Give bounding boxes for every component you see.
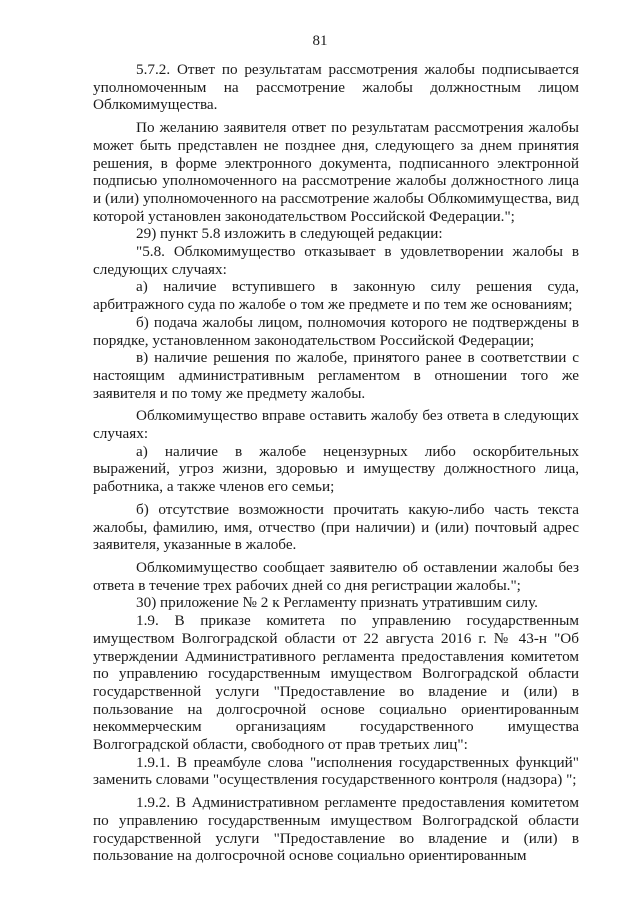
page-number: 81 — [312, 33, 328, 49]
paragraph-1-9-1: 1.9.1. В преамбуле слова "исполнения государственных функций" заменить словами "осуществления государственного контроля (надзора) "; — [93, 753, 579, 789]
paragraph-item-29: 29) пункт 5.8 изложить в следующей редакции: — [136, 225, 443, 243]
paragraph-5-8-c: в) наличие решения по жалобе, принятого ранее в соответствии с настоящим административным регламентом в отношении того же заявителя и по тому же предмету жалобы. — [93, 349, 579, 402]
paragraph-no-answer-b: б) отсутствие возможности прочитать какую-либо часть текста жалобы, фамилию, имя, отчество (при наличии) и (или) почтовый адрес заявителя, указанные в жалобе. — [93, 500, 579, 554]
paragraph-no-answer-a: а) наличие в жалобе нецензурных либо оскорбительных выражений, угроз жизни, здоровью и имуществу должностного лица, работника, а также членов его семьи; — [93, 442, 579, 496]
paragraph-1-9: 1.9. В приказе комитета по управлению государственным имуществом Волгоградской области от 22 августа 2016 г. № 43-н "Об утверждении Административного регламента предоставления комитетом по управлению государственным имуществом Волгоградской области государственной услуги "Предоставление во владение и (или) в пользование на долгосрочной основе социально ориентированным некоммерческим организациям государственного имущества Волгоградской области, свободного от прав третьих лиц": — [93, 612, 579, 754]
document-body — [93, 61, 579, 865]
paragraph-no-answer-cases: Облкомимущество вправе оставить жалобу без ответа в следующих случаях: — [93, 407, 579, 443]
paragraph-notification: Облкомимущество сообщает заявителю об оставлении жалобы без ответа в течение трех рабочих дней со дня регистрации жалобы."; — [93, 558, 579, 594]
paragraph-item-30: 30) приложение № 2 к Регламенту признать утратившим силу. — [136, 594, 538, 612]
paragraph-electronic-response: По желанию заявителя ответ по результатам рассмотрения жалобы может быть представлен не позднее дня, следующего за днем принятия решения, в форме электронного документа, подписанного электронной подписью уполномоченного на рассмотрение жалобы должностного лица и (или) уполномоченного на рассмотрение жалобы Облкомимущества, вид которой установлен законодательством Российской Федерации."; — [93, 119, 579, 225]
paragraph-5-8-b: б) подача жалобы лицом, полномочия которого не подтверждены в порядке, установленном законодательством Российской Федерации; — [93, 313, 579, 349]
paragraph-5-8: "5.8. Облкомимущество отказывает в удовлетворении жалобы в следующих случаях: — [93, 243, 579, 278]
paragraph-5-8-a: а) наличие вступившего в законную силу решения суда, арбитражного суда по жалобе о том же предмете и по тем же основаниям; — [93, 278, 579, 314]
paragraph-5-7-2: 5.7.2. Ответ по результатам рассмотрения жалобы подписывается уполномоченным на рассмотрение жалобы должностным лицом Облкомимущества. — [93, 61, 579, 114]
paragraph-1-9-2: 1.9.2. В Административном регламенте предоставления комитетом по управлению государственным имуществом Волгоградской области государственной услуги "Предоставление во владение и (или) в пользование на долгосрочной основе социально ориентированным — [93, 794, 579, 865]
